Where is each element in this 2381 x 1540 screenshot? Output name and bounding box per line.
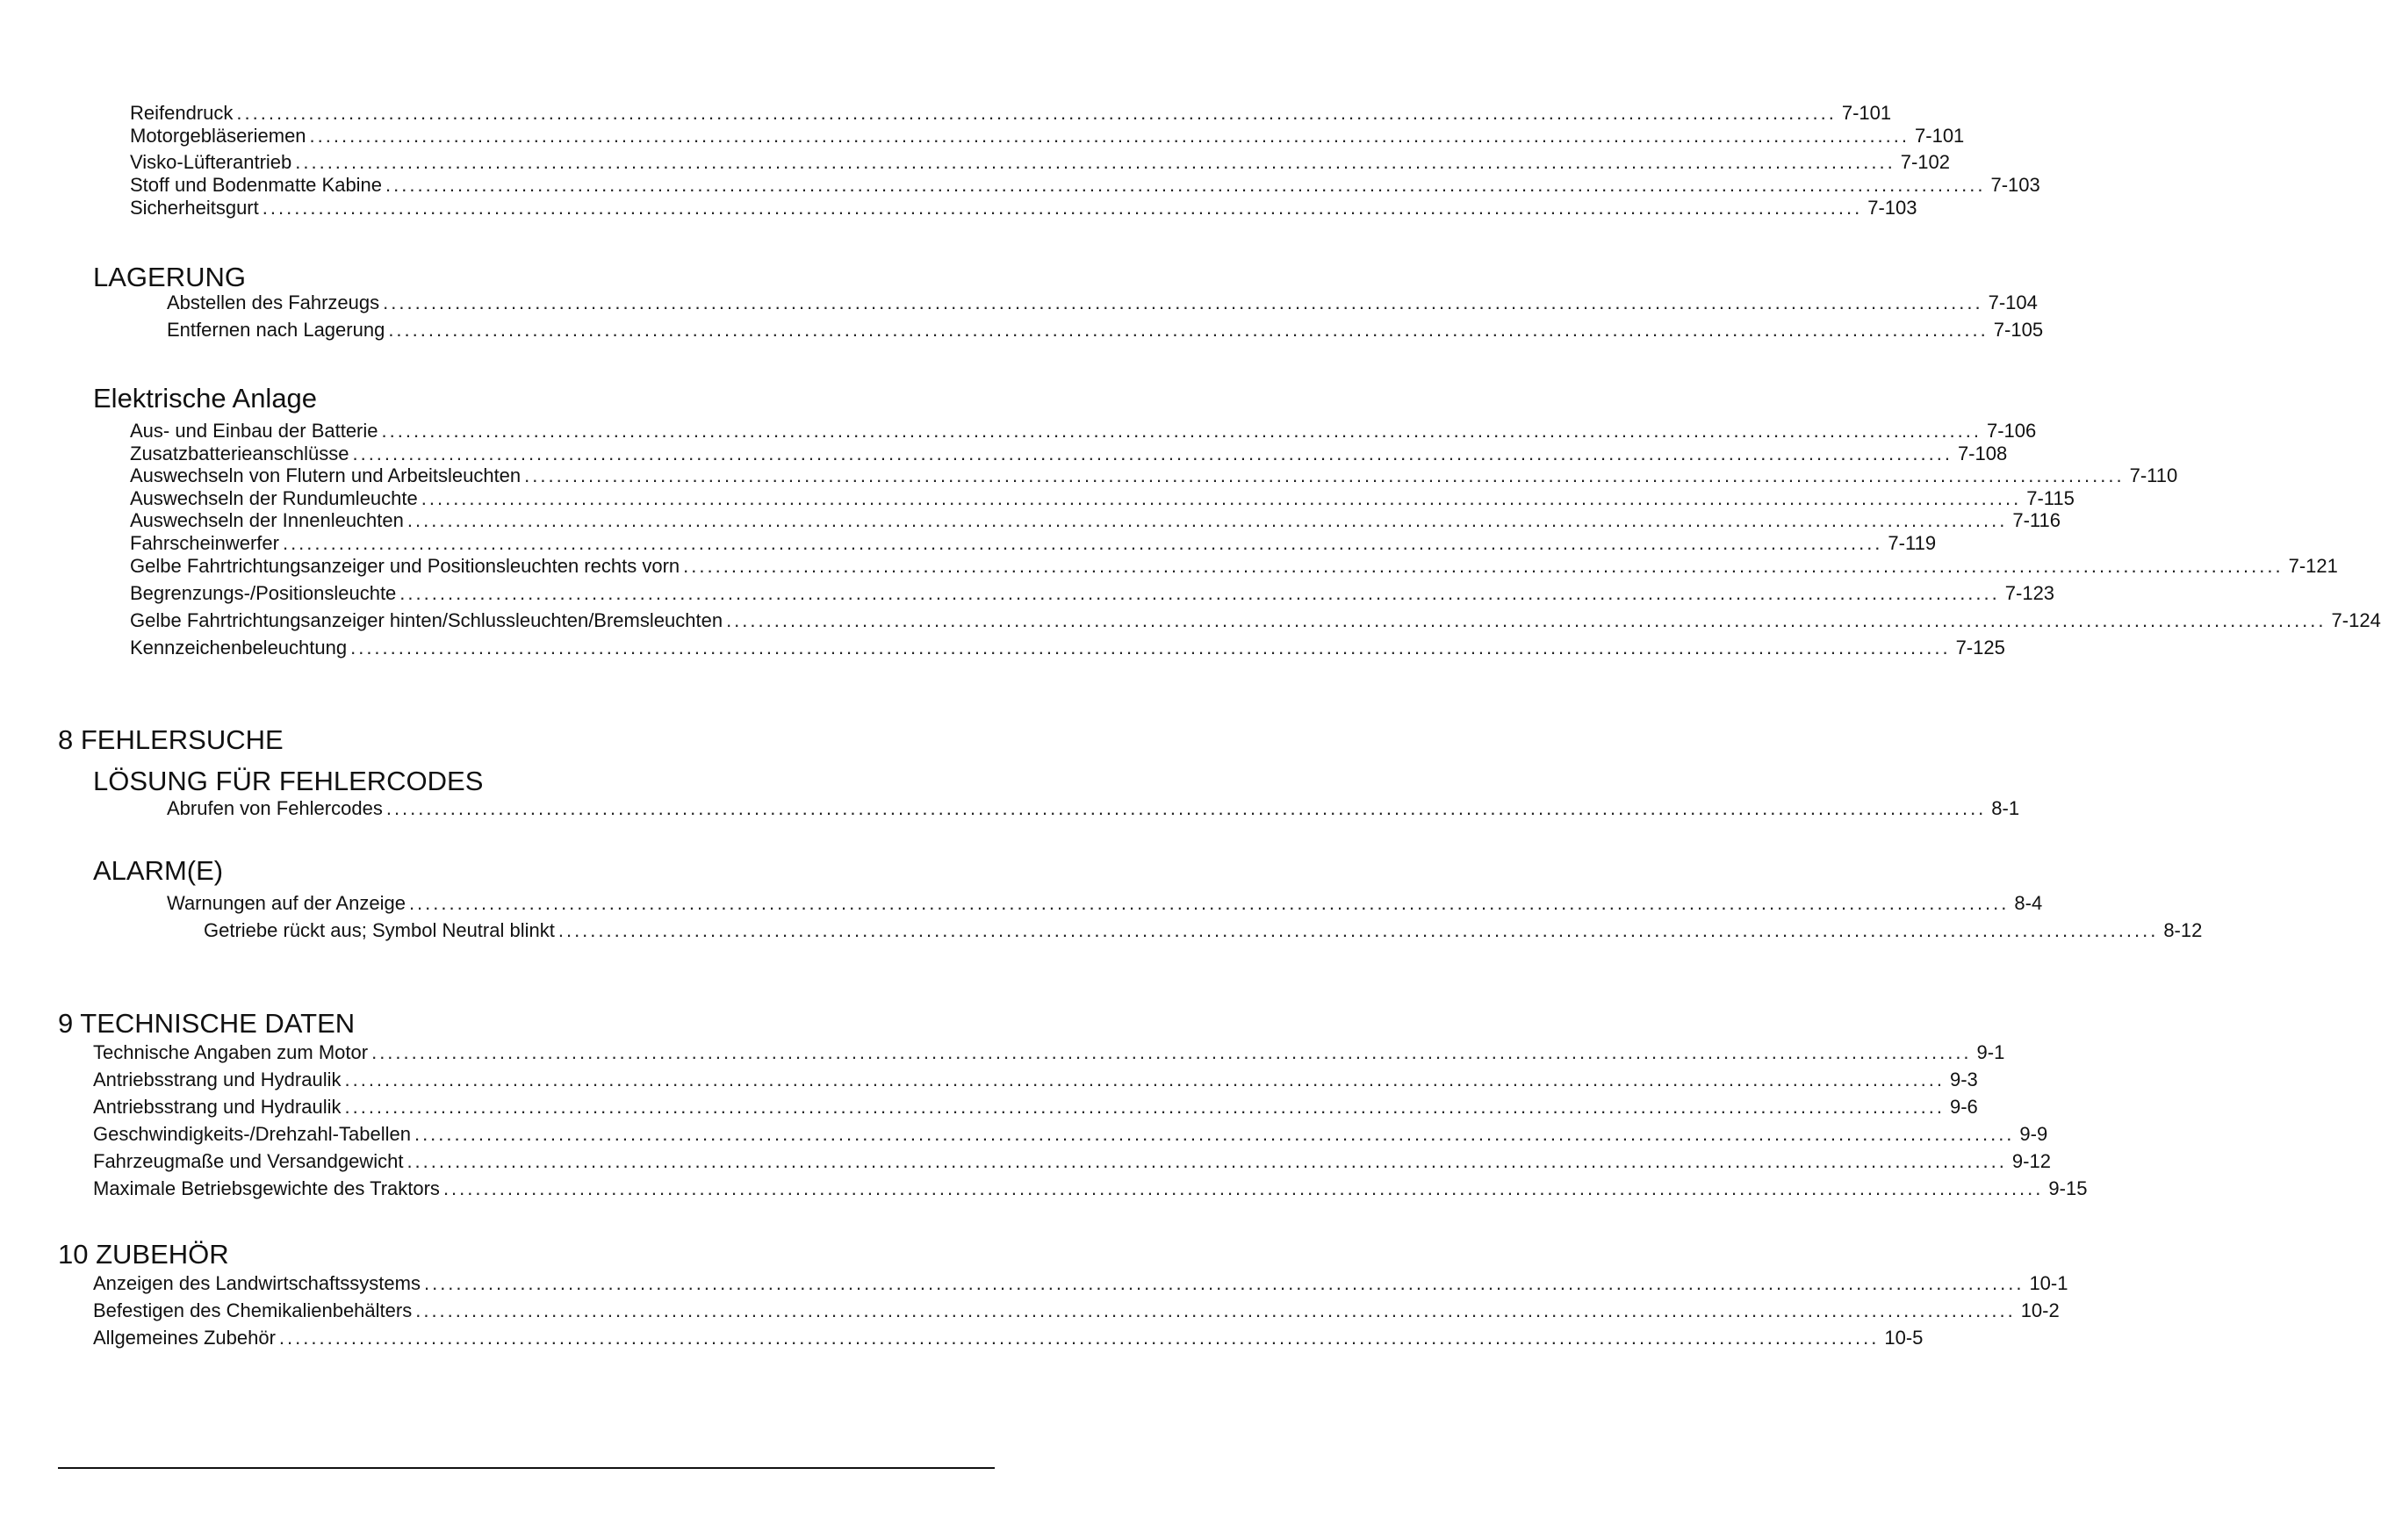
dot-leader: ........................................................................................................................................................................................................ (406, 1150, 2007, 1172)
toc-entry-page: 7-115 (2026, 487, 2075, 509)
toc-entry[interactable] (130, 102, 1892, 125)
toc-entry-page: 7-102 (1900, 151, 1950, 173)
dot-leader: ........................................................................................................................................................................................................ (557, 919, 2159, 941)
toc-entry-page: 9-3 (1949, 1069, 1978, 1090)
dot-leader: ........................................................................................................................................................................................................ (406, 509, 2008, 531)
dot-leader: ........................................................................................................................................................................................................ (385, 797, 1987, 819)
toc-entry-label: Sicherheitsgurt (130, 197, 259, 219)
toc-entry[interactable] (130, 582, 2055, 605)
toc-entry-label: Anzeigen des Landwirtschaftssystems (93, 1272, 421, 1294)
section-heading-lagerung: LAGERUNG (93, 262, 246, 292)
toc-entry-label: Kennzeichenbeleuchtung (130, 637, 348, 658)
toc-entry-page: 7-121 (2288, 555, 2338, 577)
dot-leader: ........................................................................................................................................................................................................ (282, 532, 1883, 554)
toc-entry-label: Fahrzeugmaße und Versandgewicht (93, 1150, 404, 1172)
chapter-heading-9: 9 TECHNISCHE DATEN (58, 1008, 356, 1039)
toc-entry[interactable] (130, 420, 2037, 443)
toc-entry[interactable] (130, 151, 1950, 174)
toc-entry-page: 8-4 (2014, 892, 2043, 914)
toc-entry-page: 7-103 (1867, 197, 1917, 219)
toc-entry-label: Auswechseln von Flutern und Arbeitsleuchten (130, 464, 522, 486)
toc-entry-label: Motorgebläseriemen (130, 125, 306, 147)
toc-entry-label: Befestigen des Chemikalienbehälters (93, 1299, 413, 1321)
toc-entry-page: 7-125 (1955, 637, 2005, 658)
toc-entry-page: 8-1 (1991, 797, 2020, 819)
section-heading-elektrische-anlage: Elektrische Anlage (93, 383, 318, 414)
footer-rule (58, 1467, 995, 1469)
toc-entry[interactable] (93, 1150, 2051, 1173)
toc-entry[interactable] (167, 892, 2043, 915)
toc-entry-page: 7-101 (1915, 125, 1965, 147)
toc-entry[interactable] (93, 1177, 2088, 1200)
toc-entry[interactable] (130, 609, 2381, 632)
toc-entry-label: Abstellen des Fahrzeugs (167, 291, 380, 313)
dot-leader: ........................................................................................................................................................................................................ (309, 125, 1910, 147)
dot-leader: ........................................................................................................................................................................................................ (683, 555, 2284, 577)
toc-entry-page: 7-124 (2331, 609, 2381, 631)
toc-entry-page: 7-116 (2012, 509, 2061, 531)
toc-entry-label: Auswechseln der Rundumleuchte (130, 487, 418, 509)
dot-leader: ........................................................................................................................................................................................................ (381, 420, 1982, 442)
dot-leader: ........................................................................................................................................................................................................ (524, 464, 2125, 486)
toc-entry[interactable] (93, 1299, 2060, 1322)
toc-entry-page: 8-12 (2163, 919, 2203, 941)
toc-entry-label: Geschwindigkeits-/Drehzahl-Tabellen (93, 1123, 411, 1145)
toc-entry-page: 7-119 (1888, 532, 1937, 554)
toc-entry-page: 7-105 (1993, 319, 2044, 341)
toc-entry-page: 7-101 (1841, 102, 1892, 124)
dot-leader: ........................................................................................................................................................................................................ (236, 102, 1837, 124)
toc-entry-label: Stoff und Bodenmatte Kabine (130, 174, 383, 196)
toc-entry-page: 9-12 (2011, 1150, 2051, 1172)
toc-entry-label: Entfernen nach Lagerung (167, 319, 385, 341)
toc-entry-page: 7-108 (1957, 443, 2008, 464)
toc-entry-label: Begrenzungs-/Positionsleuchte (130, 582, 397, 604)
toc-entry-page: 10-2 (2020, 1299, 2060, 1321)
toc-entry[interactable] (167, 797, 2020, 820)
toc-entry[interactable] (130, 464, 2178, 487)
dot-leader: ........................................................................................................................................................................................................ (344, 1069, 1945, 1090)
toc-entry-page: 7-103 (1990, 174, 2040, 196)
toc-entry-label: Zusatzbatterieanschlüsse (130, 443, 349, 464)
toc-entry-page: 7-123 (2004, 582, 2055, 604)
toc-entry-label: Allgemeines Zubehör (93, 1327, 276, 1349)
toc-entry[interactable] (167, 319, 2044, 342)
dot-leader: ........................................................................................................................................................................................................ (408, 892, 2010, 914)
toc-entry-label: Aus- und Einbau der Batterie (130, 420, 378, 442)
toc-entry-page: 9-9 (2019, 1123, 2048, 1145)
toc-entry-label: Fahrscheinwerfer (130, 532, 279, 554)
toc-entry-page: 9-6 (1949, 1096, 1978, 1118)
section-heading-fehlercodes: LÖSUNG FÜR FEHLERCODES (93, 766, 484, 796)
toc-entry-label: Warnungen auf der Anzeige (167, 892, 406, 914)
toc-entry-page: 7-106 (1986, 420, 2037, 442)
toc-entry-label: Technische Angaben zum Motor (93, 1041, 369, 1063)
dot-leader: ........................................................................................................................................................................................................ (295, 151, 1895, 173)
dot-leader: ........................................................................................................................................................................................................ (415, 1299, 2016, 1321)
toc-entry-label: Gelbe Fahrtrichtungsanzeiger hinten/Schlussleuchten/Bremsleuchten (130, 609, 723, 631)
toc-entry[interactable] (93, 1096, 1978, 1119)
toc-entry-page: 10-1 (2029, 1272, 2068, 1294)
toc-entry[interactable] (167, 291, 2038, 314)
toc-entry-label: Abrufen von Fehlercodes (167, 797, 383, 819)
toc-entry[interactable] (130, 443, 2008, 465)
dot-leader: ........................................................................................................................................................................................................ (414, 1123, 2015, 1145)
toc-entry-label: Auswechseln der Innenleuchten (130, 509, 404, 531)
toc-entry-page: 7-104 (1988, 291, 2038, 313)
toc-entry-page: 10-5 (1884, 1327, 1924, 1349)
toc-entry[interactable] (130, 487, 2075, 510)
dot-leader: ........................................................................................................................................................................................................ (278, 1327, 1880, 1349)
dot-leader: ........................................................................................................................................................................................................ (385, 174, 1986, 196)
toc-entry[interactable] (130, 555, 2338, 578)
toc-entry-label: Antriebsstrang und Hydraulik (93, 1069, 342, 1090)
toc-entry-label: Antriebsstrang und Hydraulik (93, 1096, 342, 1118)
toc-entry[interactable] (93, 1327, 1924, 1349)
toc-entry[interactable] (130, 174, 2040, 197)
dot-leader: ........................................................................................................................................................................................................ (421, 487, 2022, 509)
dot-leader: ........................................................................................................................................................................................................ (350, 637, 1951, 658)
chapter-heading-10: 10 ZUBEHÖR (58, 1239, 229, 1270)
dot-leader: ........................................................................................................................................................................................................ (388, 319, 1989, 341)
toc-entry[interactable] (130, 637, 2005, 659)
toc-entry[interactable] (93, 1041, 2005, 1064)
toc-entry-label: Reifendruck (130, 102, 234, 124)
dot-leader: ........................................................................................................................................................................................................ (726, 609, 2327, 631)
toc-entry[interactable] (204, 919, 2203, 942)
dot-leader: ........................................................................................................................................................................................................ (383, 291, 1983, 313)
toc-entry-page: 7-110 (2129, 464, 2178, 486)
toc-entry-label: Getriebe rückt aus; Symbol Neutral blinkt (204, 919, 555, 941)
toc-entry[interactable] (130, 532, 1937, 555)
toc-entry[interactable] (93, 1069, 1978, 1091)
dot-leader: ........................................................................................................................................................................................................ (423, 1272, 2025, 1294)
toc-entry-label: Visko-Lüfterantrieb (130, 151, 292, 173)
dot-leader: ........................................................................................................................................................................................................ (262, 197, 1863, 219)
chapter-heading-8: 8 FEHLERSUCHE (58, 724, 284, 755)
dot-leader: ........................................................................................................................................................................................................ (371, 1041, 1972, 1063)
toc-entry[interactable] (93, 1123, 2048, 1146)
dot-leader: ........................................................................................................................................................................................................ (442, 1177, 2044, 1199)
dot-leader: ........................................................................................................................................................................................................ (399, 582, 2000, 604)
toc-entry[interactable] (93, 1272, 2068, 1295)
toc-entry[interactable] (130, 509, 2061, 532)
toc-entry[interactable] (130, 125, 1965, 148)
toc-entry-label: Maximale Betriebsgewichte des Traktors (93, 1177, 440, 1199)
toc-entry-label: Gelbe Fahrtrichtungsanzeiger und Positionsleuchten rechts vorn (130, 555, 680, 577)
toc-entry-page: 9-15 (2048, 1177, 2088, 1199)
toc-entry[interactable] (130, 197, 1917, 219)
dot-leader: ........................................................................................................................................................................................................ (352, 443, 1953, 464)
section-heading-alarme: ALARM(E) (93, 855, 224, 886)
toc-entry-page: 9-1 (1976, 1041, 2005, 1063)
dot-leader: ........................................................................................................................................................................................................ (344, 1096, 1945, 1118)
